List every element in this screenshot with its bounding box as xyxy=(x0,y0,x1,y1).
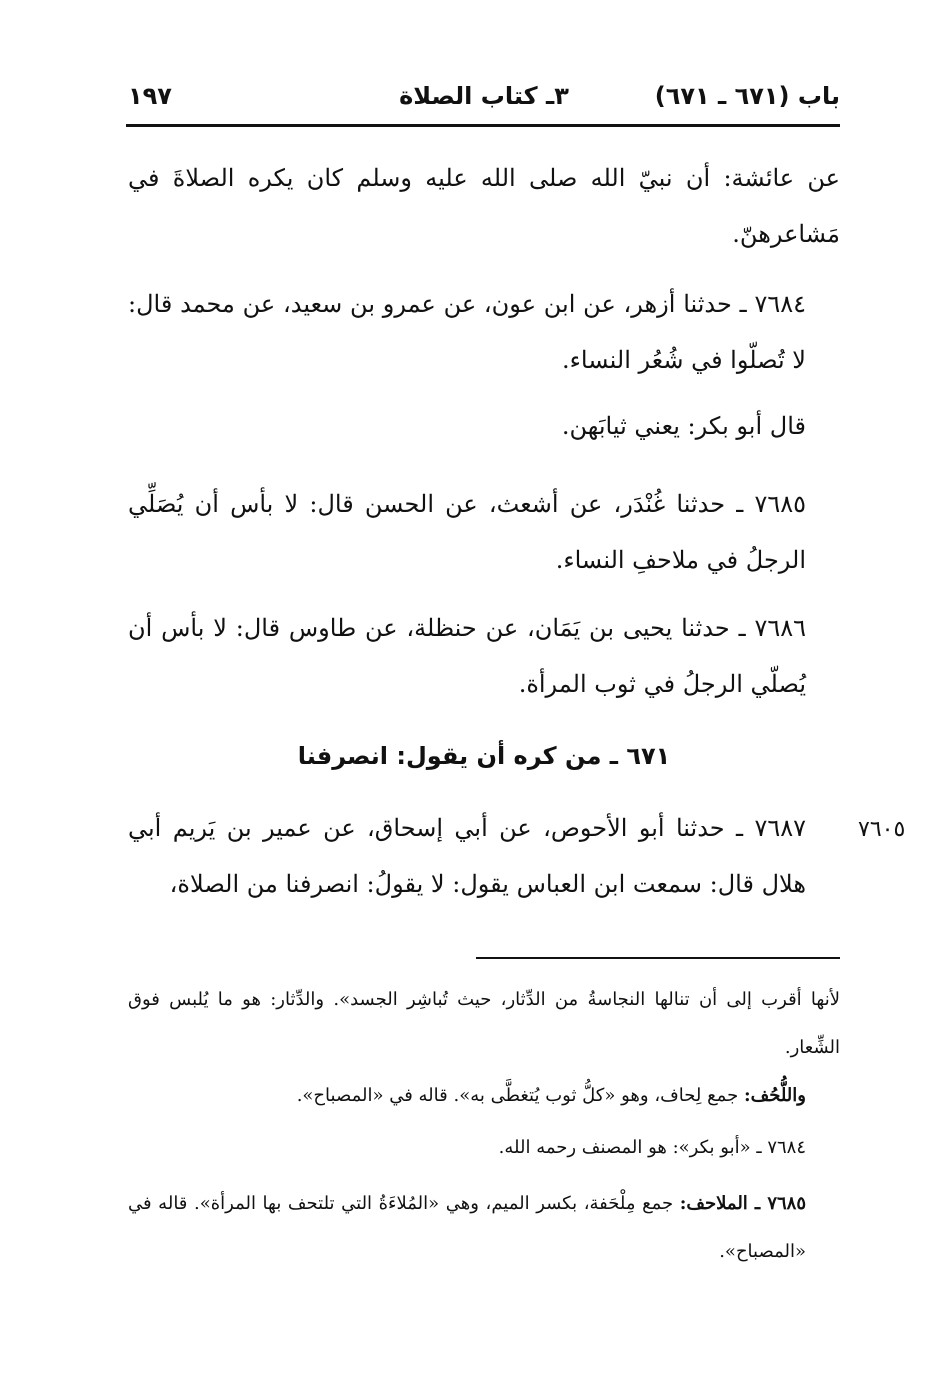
footnote-rule xyxy=(476,957,840,959)
chapter-reference: باب (٦٧١ ـ ٦٧١) xyxy=(654,82,840,110)
footnote-2 xyxy=(128,1072,840,1120)
footnote-3: ٧٦٨٤ ـ «أبو بكر»: هو المصنف رحمه الله. xyxy=(498,1137,806,1158)
header-rule xyxy=(126,124,840,127)
footnote-4-text: جمع مِلْحَفة، بكسر الميم، وهي «المُلاءَةُ التي تلتحف بها المرأة». قاله في «المصباح». xyxy=(128,1193,806,1262)
hadith-7687: ٧٦٨٧ ـ حدثنا أبو الأحوص، عن أبي إسحاق، عن عمير بن يَريم أبي هلال قال: سمعت ابن العباس يقول: لا يقولُ: انصرفنا من الصلاة، xyxy=(128,814,806,898)
margin-number: ٧٦٠٥ xyxy=(858,817,906,842)
commentary-abu-bakr: قال أبو بكر: يعني ثيابَهن. xyxy=(561,412,806,440)
book-title: ٣ـ كتاب الصلاة xyxy=(399,82,569,110)
footnote-4 xyxy=(128,1180,840,1276)
section-heading: ٦٧١ ـ من كره أن يقول: انصرفنا xyxy=(297,742,671,770)
hadith-7684: ٧٦٨٤ ـ حدثنا أزهر، عن ابن عون، عن عمرو بن سعيد، عن محمد قال: لا تُصلّوا في شُعُر النساء. xyxy=(128,290,806,374)
hadith-7686: ٧٦٨٦ ـ حدثنا يحيى بن يَمَان، عن حنظلة، عن طاوس قال: لا بأس أن يُصلّي الرجلُ في ثوب المرأة. xyxy=(128,614,806,698)
footnote-2-text: جمع لِحاف، وهو «كلُّ ثوب يُتغطَّى به». قاله في «المصباح». xyxy=(296,1085,739,1106)
hadith-7685: ٧٦٨٥ ـ حدثنا غُنْدَر، عن أشعث، عن الحسن قال: لا بأس أن يُصَلِّي الرجلُ في ملاحفِ النساء. xyxy=(128,490,806,574)
page-header xyxy=(128,78,840,114)
page-number: ١٩٧ xyxy=(128,82,172,110)
footnote-2-lead: واللُّحُف: xyxy=(743,1085,806,1106)
footnote-1: لأنها أقرب إلى أن تنالها النجاسةُ من الدِّثار، حيث تُباشِر الجسد». والدِّثار: هو ما يُلبس فوق الشِّعار. xyxy=(128,989,840,1058)
paragraph-continuation: عن عائشة: أن نبيّ الله صلى الله عليه وسلم كان يكره الصلاةَ في مَشاعرهنّ. xyxy=(128,164,840,248)
footnote-4-lead: ٧٦٨٥ ـ الملاحف: xyxy=(679,1193,806,1214)
